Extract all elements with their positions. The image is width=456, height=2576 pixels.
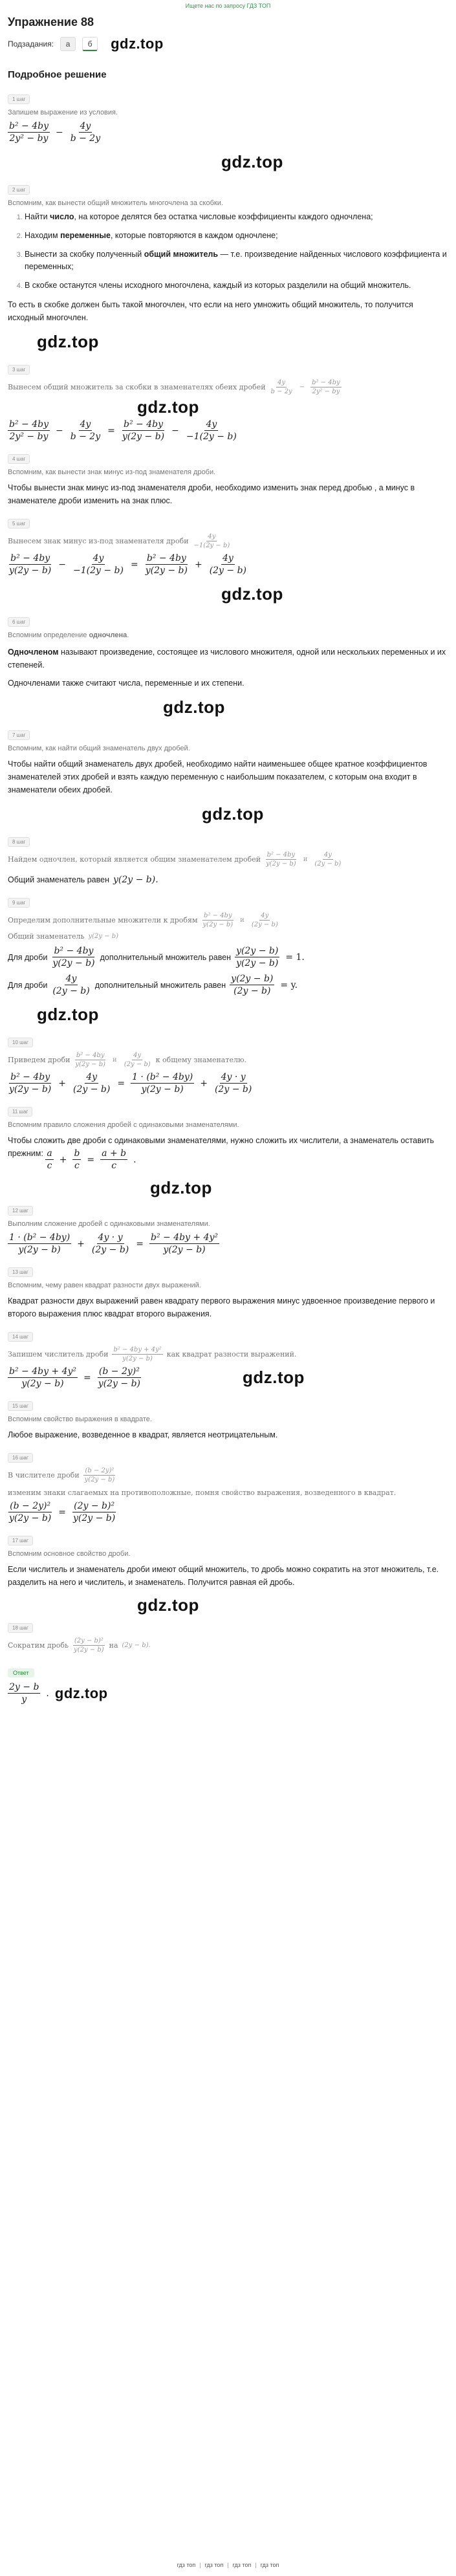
step-text: Сократим дробь $\frac{\text{(2y − b)²}}{y(2y - b)}$ на (2y − b). — [8, 1637, 151, 1654]
step-label: 3 шаг — [8, 365, 30, 375]
expression: $\frac{\text{b² − 4by + 4y²}}{y(2y - b)}$ = $\frac{\text{(b − 2y)²}}{y(2y - b)}$ — [9, 1366, 141, 1389]
step-label: 16 шаг — [8, 1453, 33, 1463]
step-4 — [8, 449, 448, 507]
step-label: 8 шаг — [8, 837, 30, 847]
watermark: gdz.top — [37, 1005, 99, 1024]
step-label: 13 шаг — [8, 1267, 33, 1277]
step-12 — [8, 1201, 448, 1256]
page-title: Упражнение 88 — [8, 16, 94, 28]
step-9 — [8, 893, 448, 997]
watermark: gdz.top — [202, 804, 264, 824]
watermark-row — [8, 1178, 448, 1198]
step-text: Выполним сложение дробей с одинаковыми знаменателями. — [8, 1220, 210, 1228]
step-label: 4 шаг — [8, 454, 30, 464]
expression-row — [8, 1366, 448, 1390]
expression-2: Для дроби $\frac{4y}{(2y - b)}$ дополнительный множитель равен $\frac{y(2y - b)}{(2y - b)}$ = y. — [8, 974, 298, 996]
expression: $\frac{\text{b² − 4by}}{\text{2y² − by}}$ − $\frac{4y}{b - 2y}$ — [9, 121, 101, 144]
rule-list — [8, 211, 448, 292]
step-label: 10 шаг — [8, 1038, 33, 1047]
step-11 — [8, 1102, 448, 1172]
watermark-row — [8, 697, 448, 717]
expression: Общий знаменатель равен y(2y − b). — [8, 875, 158, 885]
step-body-2: Одночленами также считают числа, переменные и их степени. — [8, 679, 244, 688]
step-label: 6 шаг — [8, 617, 30, 627]
step-text: Найдем одночлен, который является общим знаменателем дробей $\frac{\text{b² − 4by}}{y(2y - b)}$ и $\frac{4y}{(2y - b)}$ — [8, 851, 342, 868]
search-hint-link[interactable]: Ищете нас по запросу ГДЗ ТОП — [185, 3, 271, 9]
subtasks-bar — [8, 36, 448, 52]
step-label: 9 шаг — [8, 898, 30, 908]
step-label: 11 шаг — [8, 1107, 32, 1117]
step-label: 7 шаг — [8, 730, 30, 740]
step-label: 1 шаг — [8, 94, 30, 104]
step-text: Вспомним, как вынести общий множитель многочлена за скобки. — [8, 199, 223, 207]
step-16 — [8, 1448, 448, 1524]
subtask-a-button[interactable]: а — [60, 37, 76, 51]
step-text-2: Общий знаменатель y(2y − b) — [8, 932, 119, 941]
expression: Для дроби $\frac{\text{b² − 4by}}{y(2y - b)}$ дополнительный множитель равен $\frac{y(2y - b)}{y(2y - b)}$ = 1. — [8, 946, 305, 968]
step-body: Если числитель и знаменатель дроби имеют общий множитель, то дробь можно сократить на этот множитель, т.е. разделить на него и числитель, и знаменатель. Получится равная ей дробь. — [8, 1565, 439, 1587]
step-text: Запишем числитель дроби $\frac{\text{b² − 4by + 4y²}}{y(2y - b)}$ как квадрат разности выражений. — [8, 1346, 297, 1362]
step-text: Приведем дроби $\frac{\text{b² − 4by}}{y(2y - b)}$ и $\frac{4y}{(2y - b)}$ к общему знаменателю. — [8, 1052, 247, 1068]
topbar — [8, 0, 448, 12]
footer-link[interactable]: гдз топ — [177, 2562, 196, 2568]
watermark: gdz.top — [163, 697, 225, 717]
step-text: Вынесем общий множитель за скобки в знаменателях обеих дробей $\frac{4y}{b - 2y}$ − $\frac{\text{b² − 4by}}{\text{2y² − by}}$ — [8, 379, 340, 395]
step-text: Вспомним, чему равен квадрат разности двух выражений. — [8, 1282, 201, 1289]
step-2 — [8, 180, 448, 324]
step-label: 14 шаг — [8, 1332, 33, 1342]
step-body: Любое выражение, возведенное в квадрат, является неотрицательным. — [8, 1430, 278, 1439]
watermark: gdz.top — [221, 584, 283, 604]
expression: $\frac{\text{1 · (b² − 4by)}}{y(2y - b)}$ + $\frac{4y \cdot y}{(2y - b)}$ = $\frac{\text{b² − 4by + 4y²}}{y(2y - b)}$ — [9, 1232, 219, 1255]
watermark-row — [8, 584, 448, 604]
step-body: Чтобы вынести знак минус из-под знаменателя дроби, необходимо изменить знак перед дробью , а минус в знаменателе дроби изменить на знак плюс. — [8, 483, 415, 505]
watermark: gdz.top — [243, 1368, 305, 1387]
step-text: Вспомним определение одночлена. — [8, 631, 129, 639]
expression: $\frac{\text{b² − 4by}}{\text{2y² − by}}$ − $\frac{4y}{b - 2y}$ = $\frac{\text{b² − 4by}}{y(2y - b)}$ − $\frac{4y}{-1(2y - b)}$ — [9, 419, 237, 442]
footer-link[interactable]: гдз топ — [260, 2562, 279, 2568]
step-18 — [8, 1618, 448, 1654]
step-body: То есть в скобке должен быть такой многочлен, что если на него умножить общий множитель, то получится исходный многочлен. — [8, 300, 413, 322]
footer: гдз топ | гдз топ | гдз топ | гдз топ — [177, 2562, 279, 2568]
watermark-row — [8, 1595, 448, 1615]
expression: $\frac{\text{b² − 4by}}{y(2y - b)}$ − $\frac{4y}{-1(2y - b)}$ = $\frac{\text{b² − 4by}}{y(2y - b)}$ + $\frac{4y}{(2y - b)}$ — [9, 553, 247, 576]
step-text: Запишем выражение из условия. — [8, 109, 118, 116]
footer-link[interactable]: гдз топ — [232, 2562, 252, 2568]
step-body: Чтобы сложить две дроби с одинаковыми знаменателями, нужно сложить их числители, а знаменатель оставить прежним: $\frac{a}{c}$ + $\frac{b}{c}$ = $\frac{a + b}{c}$ . — [8, 1136, 434, 1171]
answer-block — [8, 1661, 448, 1705]
watermark: gdz.top — [150, 1178, 212, 1197]
step-text: Определим дополнительные множители к дробям $\frac{\text{b² − 4by}}{y(2y - b)}$ и $\frac{4y}{(2y - b)}$ — [8, 912, 278, 928]
watermark: gdz.top — [111, 36, 164, 52]
watermark-row — [8, 152, 448, 172]
list-item: 3. Вынести за скобку полученный общий множитель — т.е. произведение найденных числового коэффициента и переменных; — [25, 248, 448, 273]
step-17 — [8, 1531, 448, 1589]
watermark: gdz.top — [137, 397, 199, 417]
footer-link[interactable]: гдз топ — [204, 2562, 224, 2568]
subtasks-label: Подзадания: — [8, 39, 54, 49]
step-text: Вспомним правило сложения дробей с одинаковыми знаменателями. — [8, 1121, 239, 1129]
step-label: 5 шаг — [8, 519, 30, 529]
step-text: Вспомним, как вынести знак минус из-под знаменателя дроби. — [8, 468, 216, 476]
step-body: Одночленом называют произведение, состоящее из числового множителя, одной или нескольких переменных и их степеней. — [8, 648, 446, 670]
step-label: 18 шаг — [8, 1623, 33, 1633]
watermark: gdz.top — [37, 332, 99, 351]
step-15 — [8, 1396, 448, 1441]
step-label: 12 шаг — [8, 1206, 33, 1216]
answer-row — [8, 1681, 448, 1705]
step-text: Вспомним свойство выражения в квадрате. — [8, 1415, 152, 1423]
subtask-b-button[interactable]: б — [82, 37, 98, 51]
watermark: gdz.top — [221, 152, 283, 171]
solution-title: Подробное решение — [8, 69, 107, 80]
step-7 — [8, 725, 448, 796]
watermark: gdz.top — [54, 1685, 108, 1701]
step-text: Вынесем знак минус из-под знаменателя дроби $\frac{4y}{-1(2y - b)}$ — [8, 533, 230, 549]
step-label: 17 шаг — [8, 1536, 33, 1545]
list-item: 2. Находим переменные, которые повторяются в каждом одночлене; — [25, 230, 448, 242]
step-text: Вспомним основное свойство дроби. — [8, 1550, 131, 1558]
expression: $\frac{\text{b² − 4by}}{y(2y - b)}$ + $\frac{4y}{(2y - b)}$ = $\frac{\text{1 · (b² − 4by)}}{y(2y - b)}$ + $\frac{4y \cdot y}{(2y - b)}$ — [9, 1072, 252, 1095]
expression: $\frac{\text{(b − 2y)²}}{y(2y - b)}$ = $\frac{\text{(2y − b)²}}{y(2y - b)}$ — [9, 1501, 116, 1523]
step-text: Вспомним, как найти общий знаменатель двух дробей. — [8, 745, 190, 752]
step-label: 2 шаг — [8, 185, 30, 195]
step-14 — [8, 1327, 448, 1390]
step-6 — [8, 612, 448, 690]
watermark-row — [8, 397, 448, 417]
step-text: В числителе дроби $\frac{\text{(b − 2y)²}}{y(2y - b)}$ изменим знаки слагаемых на противоположные, помня свойство выражения, возведенного в квадрат. — [8, 1467, 396, 1497]
step-body: Чтобы найти общий знаменатель двух дробей, необходимо найти наименьшее общее кратное коэффициентов знаменателей этих дробей и взять каждую переменную с наибольшим показателем, с которым она входит в знаменатели обеих дробей. — [8, 759, 428, 794]
watermark-row — [8, 332, 448, 352]
step-8 — [8, 832, 448, 886]
step-label: 15 шаг — [8, 1401, 33, 1411]
answer-label: Ответ — [8, 1668, 34, 1677]
watermark: gdz.top — [137, 1595, 199, 1615]
step-3 — [8, 360, 448, 442]
list-item: 1. Найти число, на которое делятся без остатка числовые коэффициенты каждого одночлена; — [25, 211, 448, 223]
list-item: 4. В скобке останутся члены исходного многочлена, каждый из которых разделили на общий множитель. — [25, 279, 448, 292]
answer-expression: $\frac{2y - b}{y}$ . — [9, 1682, 49, 1705]
watermark-row — [8, 1005, 448, 1025]
step-1 — [8, 89, 448, 144]
step-13 — [8, 1262, 448, 1320]
step-body: Квадрат разности двух выражений равен квадрату первого выражения минус удвоенное произведение первого и второго выражения плюс квадрат второго выражения. — [8, 1296, 435, 1318]
step-10 — [8, 1032, 448, 1095]
watermark-row — [8, 804, 448, 824]
step-5 — [8, 514, 448, 576]
